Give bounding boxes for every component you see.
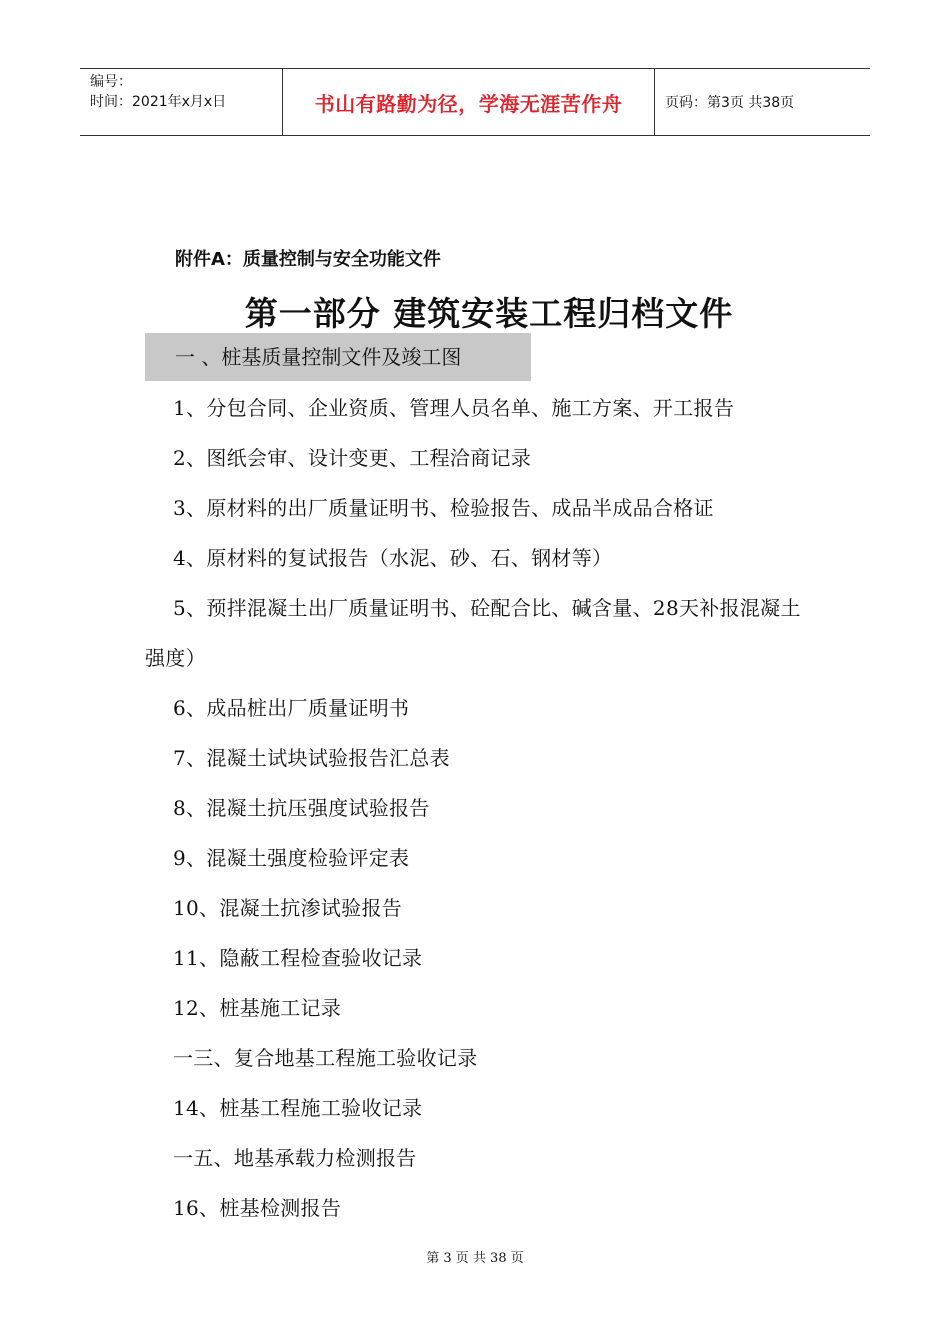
header-time-label: 时间：2021年x月x日 <box>90 94 227 110</box>
header-motto-cell <box>282 69 655 135</box>
list-item: 4、原材料的复试报告（水泥、砂、石、钢材等） <box>173 546 613 570</box>
list-item: 10、混凝土抗渗试验报告 <box>173 896 403 920</box>
section-heading: 一 、桩基质量控制文件及竣工图 <box>145 333 531 381</box>
document-item-list <box>145 383 805 1233</box>
list-item: 一五、地基承载力检测报告 <box>173 1146 417 1170</box>
page-header <box>80 68 870 136</box>
list-item: 6、成品桩出厂质量证明书 <box>173 696 410 720</box>
list-item: 12、桩基施工记录 <box>173 996 342 1020</box>
header-number-label: 编号： <box>90 74 132 90</box>
list-item: 5、预拌混凝土出厂质量证明书、砼配合比、碱含量、28天补报混凝土强度） <box>145 596 801 670</box>
header-page-cell <box>655 69 870 135</box>
list-item: 2、图纸会审、设计变更、工程洽商记录 <box>173 446 532 470</box>
main-title: 第一部分 建筑安装工程归档文件 <box>244 294 734 333</box>
list-item: 16、桩基检测报告 <box>173 1196 342 1220</box>
page-footer: 第 3 页 共 38 页 <box>426 1251 524 1266</box>
list-item: 14、桩基工程施工验收记录 <box>173 1096 423 1120</box>
header-meta <box>80 69 282 135</box>
header-page-label: 页码：第3页 共38页 <box>665 95 795 111</box>
header-motto: 书山有路勤为径，学海无涯苦作舟 <box>314 91 623 116</box>
list-item: 一三、复合地基工程施工验收记录 <box>173 1046 478 1070</box>
list-item: 8、混凝土抗压强度试验报告 <box>173 796 430 820</box>
list-item: 11、隐蔽工程检查验收记录 <box>173 946 423 970</box>
list-item: 7、混凝土试块试验报告汇总表 <box>173 746 450 770</box>
attachment-title: 附件A：质量控制与安全功能文件 <box>175 249 441 270</box>
list-item: 9、混凝土强度检验评定表 <box>173 846 410 870</box>
list-item: 3、原材料的出厂质量证明书、检验报告、成品半成品合格证 <box>173 496 714 520</box>
list-item: 1、分包合同、企业资质、管理人员名单、施工方案、开工报告 <box>173 396 735 420</box>
